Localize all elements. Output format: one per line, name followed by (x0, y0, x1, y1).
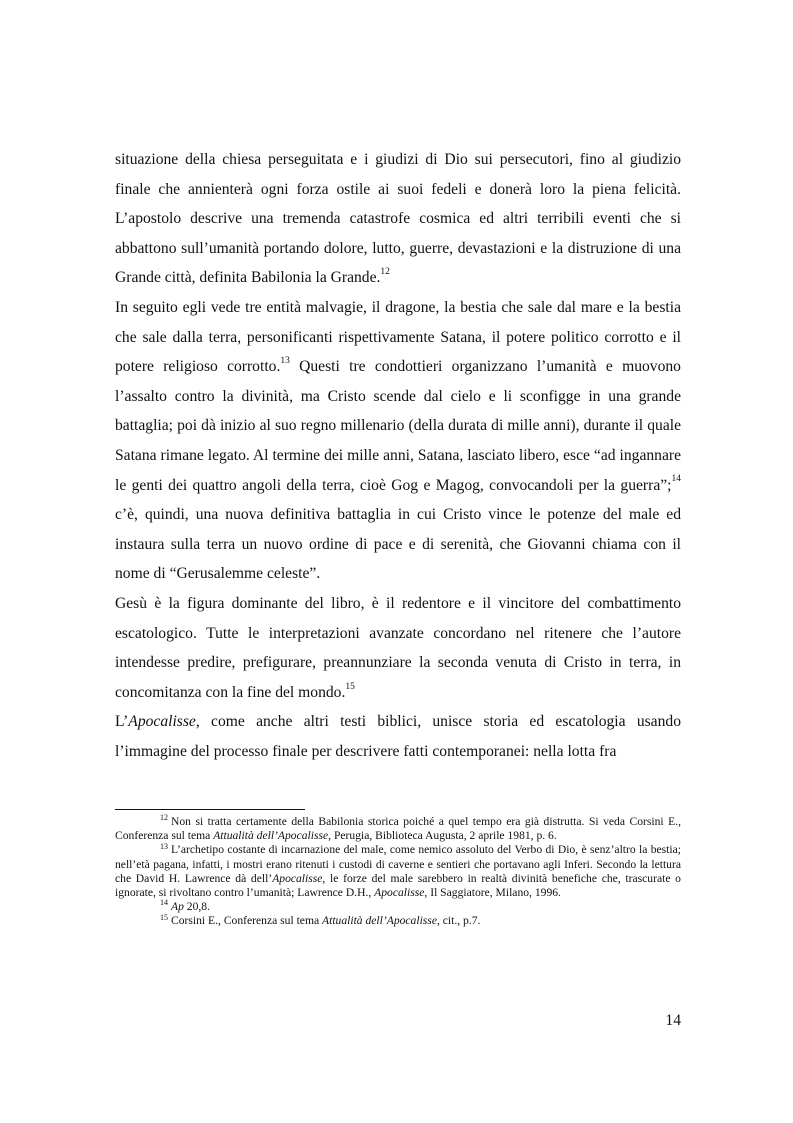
footnote-14-italic: Ap (171, 900, 184, 914)
footnote-13-text-a: L’archetipo costante di incarnazione del male, come nemico assoluto del Verbo di Dio, è senz’altro la bestia; nell’età pagana, infatti, i mostri erano ritenuti i custodi di caverne e sentieri che portavano agli Inferi. Secondo la lettura che David H. Lawrence dà dell’ (115, 843, 681, 885)
footnote-12-text-a: Non si tratta certamente della Babilonia storica poiché a quel tempo era già distrutta. Si veda Corsini E., Conferenza sul tema (115, 815, 681, 843)
footnote-ref-12[interactable]: 12 (380, 267, 390, 278)
paragraph-3 (115, 707, 681, 766)
paragraph-2-text: Gesù è la figura dominante del libro, è il redentore e il vincitore del combattimento escatologico. Tutte le interpretazioni avanzate concordano nel ritenere che l’autore intendesse predire, prefigurare, preannunziare la seconda venuta di Cristo in terra, in concomitanza con la fine del mondo. (115, 594, 681, 701)
paragraph-1-part-d: c’è, quindi, una nuova definitiva battaglia in cui Cristo vince le potenze del male ed instaura sulla terra un nuovo ordine di pace e di serenità, che Giovanni chiama con il nome di “Gerusalemme celeste”. (115, 506, 681, 583)
footnote-13-italic-b: Apocalisse (374, 886, 425, 900)
footnotes (115, 815, 681, 929)
paragraph-3-post: , come anche altri testi biblici, unisce storia ed escatologia usando l’immagine del processo finale per descrivere fatti contemporanei: nella lotta fra (115, 713, 681, 760)
footnote-ref-15[interactable]: 15 (345, 681, 355, 692)
paragraph-3-italic-title: Apocalisse (128, 713, 196, 731)
paragraph-2 (115, 589, 681, 707)
footnote-15 (115, 914, 681, 928)
footnote-14 (115, 900, 681, 914)
footnote-12-text-b: , Perugia, Biblioteca Augusta, 2 aprile 1981, p. 6. (328, 829, 557, 843)
footnote-13-text-b: , le forze del male sarebbero in realtà divinità benefiche che, trascurate o ignorate, si rivoltano contro l’umanità; Lawrence D.H., (115, 871, 681, 900)
paragraph-1 (115, 145, 681, 589)
footnote-14-text: 20,8. (183, 900, 210, 914)
footnote-12-number: 12 (160, 813, 168, 823)
footnote-separator (115, 809, 305, 810)
footnote-15-number: 15 (160, 912, 168, 922)
footnote-13-text-c: , Il Saggiatore, Milano, 1996. (424, 886, 561, 900)
paragraph-3-pre: L’ (115, 713, 129, 731)
footnote-15-text-b: , cit., p.7. (436, 914, 481, 928)
footnote-12-italic: Attualità dell’Apocalisse (213, 829, 329, 843)
main-text (115, 145, 681, 766)
paragraph-1-part-b: In seguito egli vede tre entità malvagie, il dragone, la bestia che sale dal mare e la bestia che sale dalla terra, personificanti rispettivamente Satana, il potere politico corrotto e il potere religioso corrotto. (115, 298, 681, 376)
footnote-13-number: 13 (160, 841, 168, 851)
footnote-13 (115, 843, 681, 900)
footnote-ref-14[interactable]: 14 (671, 474, 681, 485)
footnote-15-italic: Attualità dell’Apocalisse (322, 914, 437, 928)
paragraph-1-part-c: Questi tre condottieri organizzano l’umanità e muovono l’assalto contro la divinità, ma Cristo scende dal cielo e li sconfigge in una grande battaglia; poi dà inizio al suo regno millenario (della durata di mille anni), durante il quale Satana rimane legato. Al termine dei mille anni, Satana, lasciato libero, esce “ad ingannare le genti dei quattro angoli della terra, cioè Gog e Magog, convocandoli per la guerra”; (115, 358, 681, 494)
footnote-12 (115, 815, 681, 843)
footnote-14-number: 14 (160, 898, 168, 908)
footnote-ref-13[interactable]: 13 (280, 355, 290, 366)
footnote-15-text-a: Corsini E., Conferenza sul tema (171, 914, 323, 928)
paragraph-1-part-a: situazione della chiesa perseguitata e i giudizi di Dio sui persecutori, fino al giudizio finale che annienterà ogni forza ostile ai suoi fedeli e donerà loro la piena felicità. L’apostolo descrive una tremenda catastrofe cosmica ed altri terribili eventi che si abbattono sull’umanità portando dolore, lutto, guerre, devastazioni e la distruzione di una Grande città, definita Babilonia la Grande. (115, 151, 681, 287)
page-number: 14 (665, 1012, 681, 1029)
footnote-13-italic-a: Apocalisse (272, 871, 323, 885)
